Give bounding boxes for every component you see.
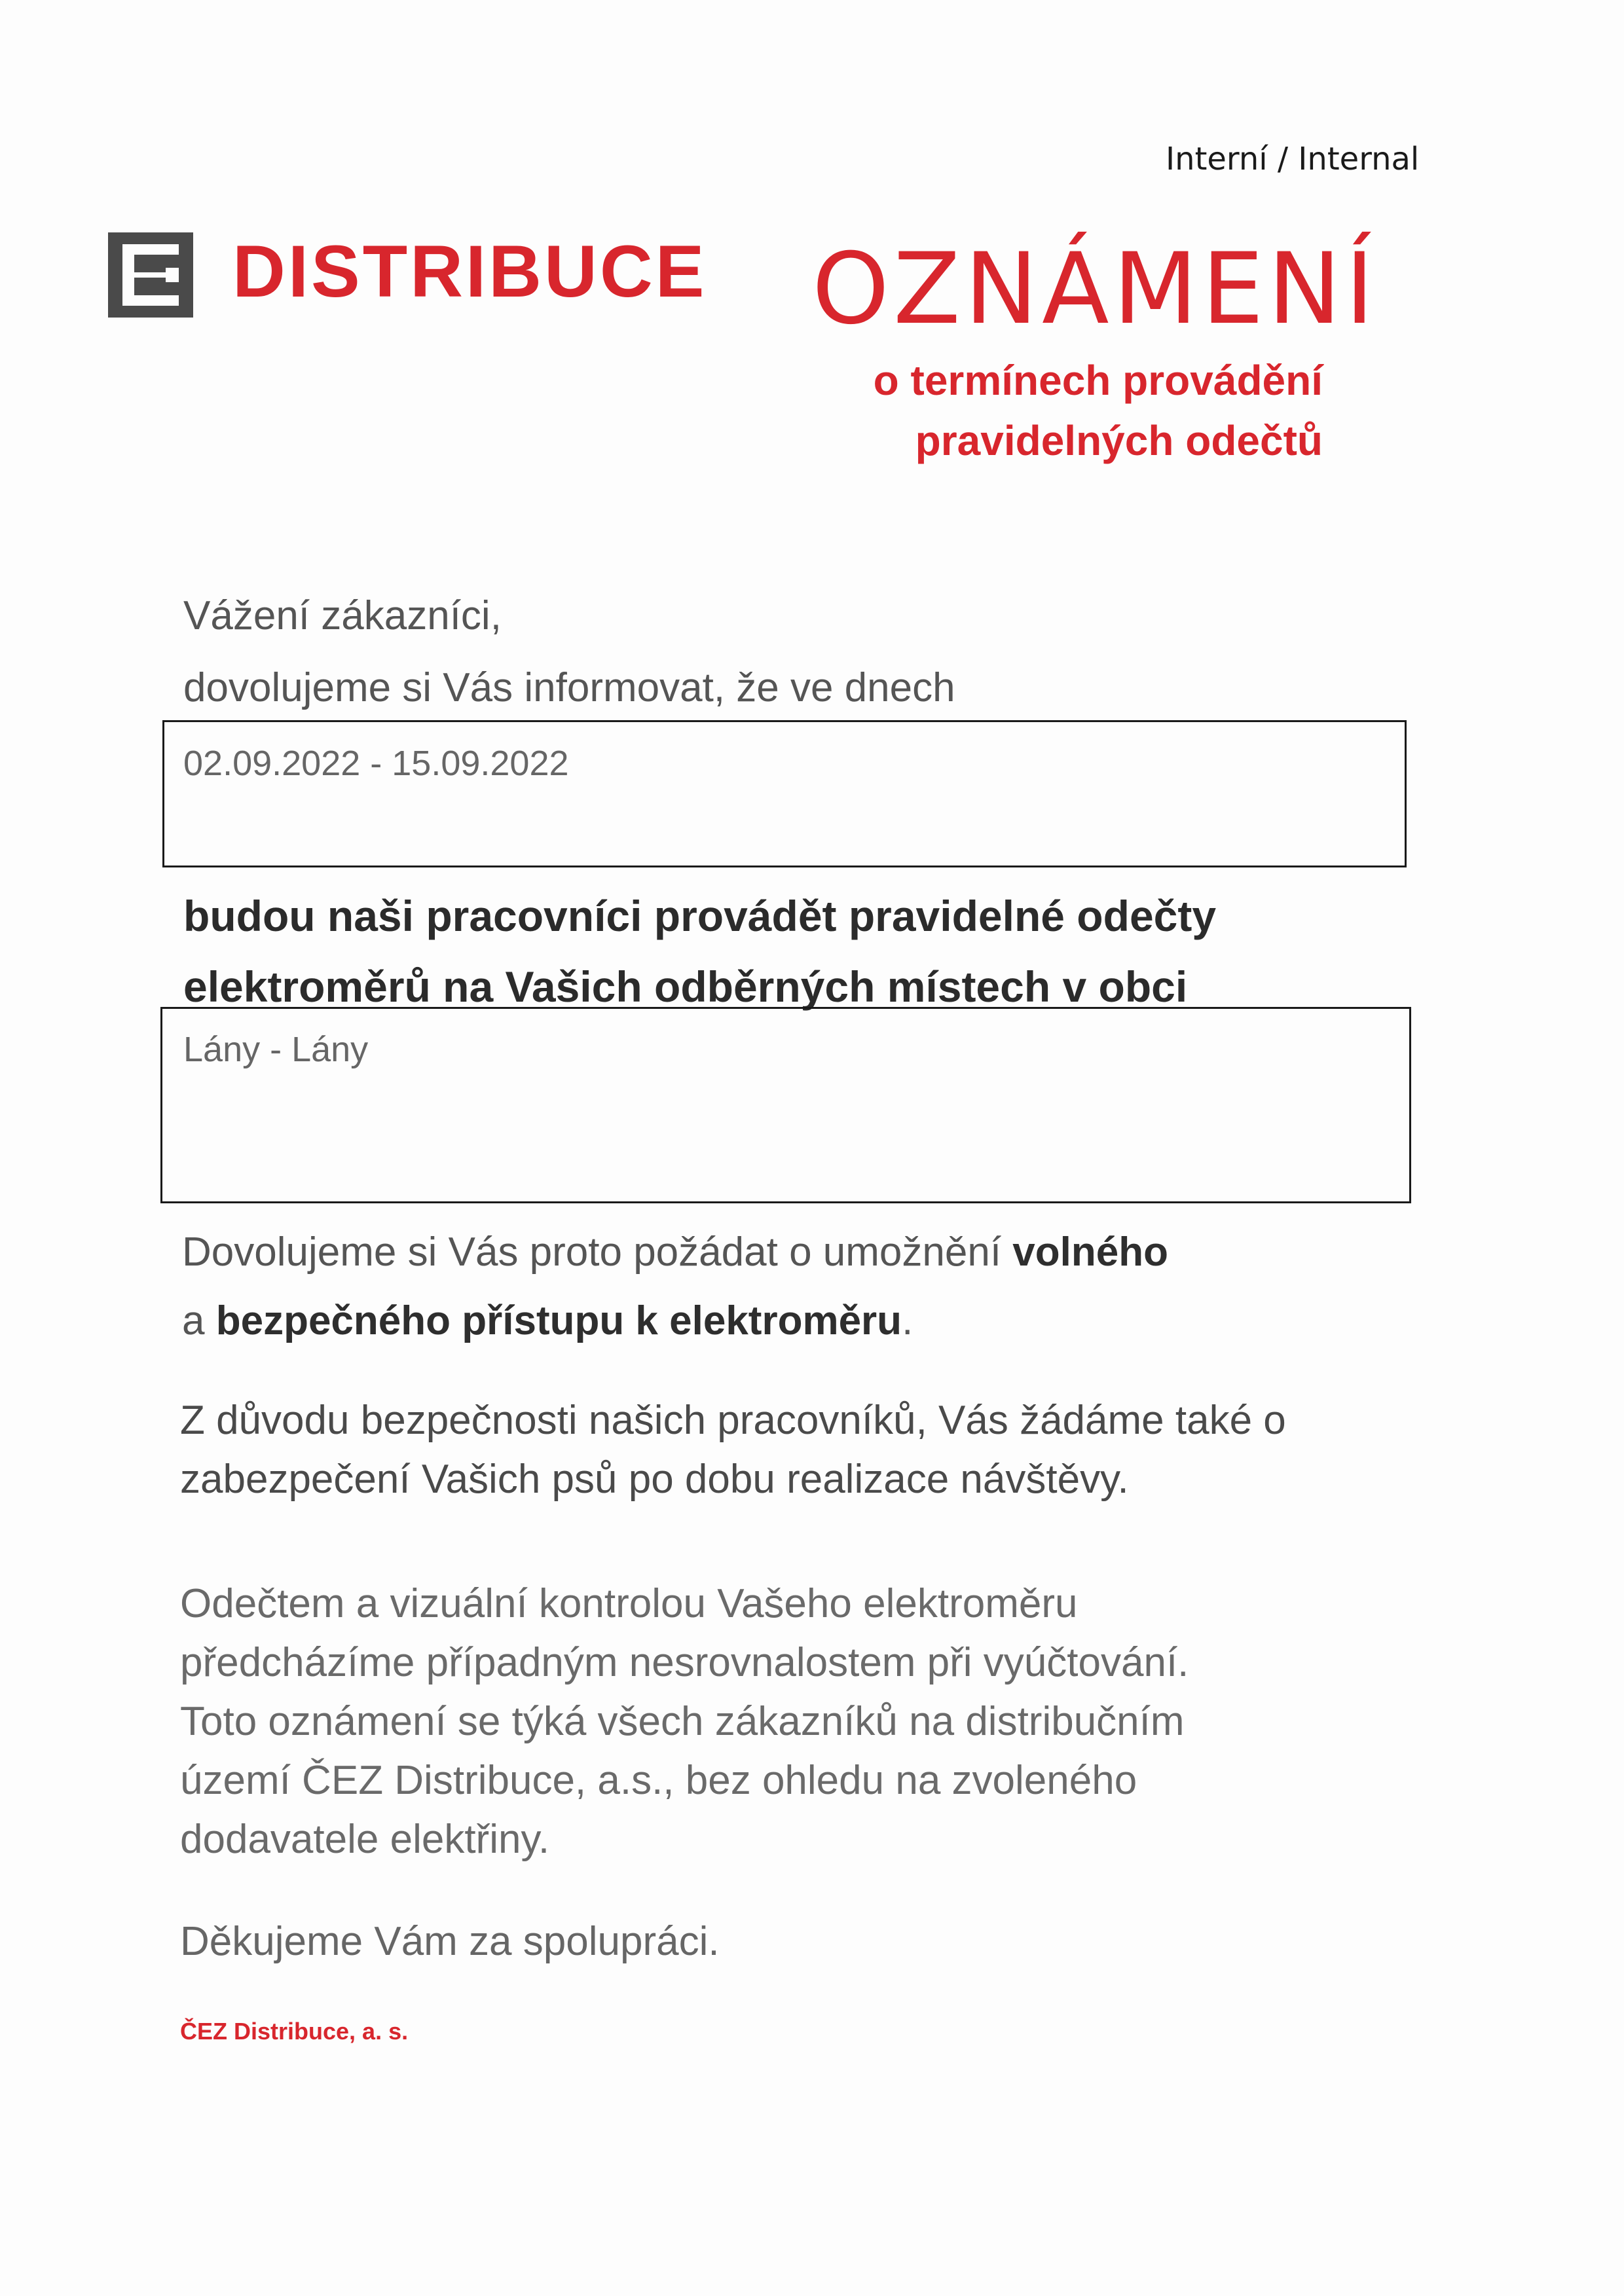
access-line1-text: Dovolujeme si Vás proto požádat o umožnění bbox=[182, 1230, 1013, 1275]
announcement-line: budou naši pracovníci provádět pravidelné odečty bbox=[183, 892, 1217, 940]
safety-line: zabezpečení Vašich psů po dobu realizace návštěvy. bbox=[180, 1457, 1129, 1502]
classification-label: Interní / Internal bbox=[1166, 141, 1420, 177]
access-request bbox=[182, 1218, 1168, 1355]
safety-line: Z důvodu bezpečnosti našich pracovníků, Vás žádáme také o bbox=[180, 1398, 1286, 1443]
access-line2-suffix: . bbox=[902, 1298, 913, 1343]
safety-paragraph bbox=[180, 1391, 1286, 1509]
info-line: Odečtem a vizuální kontrolou Vašeho elektroměru bbox=[180, 1581, 1078, 1626]
signature: ČEZ Distribuce, a. s. bbox=[180, 2018, 409, 2045]
announcement-line: elektroměrů na Vašich odběrných místech v obci bbox=[183, 962, 1188, 1011]
cez-logo-icon bbox=[108, 232, 193, 318]
info-line: Toto oznámení se týká všech zákazníků na distribučním bbox=[180, 1699, 1185, 1744]
access-line2-bold: bezpečného přístupu k elektroměru bbox=[215, 1298, 902, 1343]
access-request-line bbox=[182, 1286, 1168, 1355]
thanks-text: Děkujeme Vám za spolupráci. bbox=[180, 1919, 720, 1964]
access-line2-text: a bbox=[182, 1298, 216, 1343]
intro-text: dovolujeme si Vás informovat, že ve dnech bbox=[183, 665, 955, 710]
date-range-value: 02.09.2022 - 15.09.2022 bbox=[183, 744, 569, 783]
brand-name: DISTRIBUCE bbox=[232, 230, 707, 312]
subtitle-line: o termínech provádění bbox=[873, 357, 1323, 404]
info-line: předcházíme případným nesrovnalostem při vyúčtování. bbox=[180, 1640, 1189, 1685]
info-line: dodavatele elektřiny. bbox=[180, 1817, 550, 1862]
page-subtitle bbox=[812, 350, 1323, 471]
access-request-line bbox=[182, 1218, 1168, 1286]
greeting: Vážení zákazníci, bbox=[183, 593, 502, 638]
announcement bbox=[183, 881, 1216, 1022]
info-line: území ČEZ Distribuce, a.s., bez ohledu na zvoleného bbox=[180, 1758, 1137, 1803]
access-line1-bold: volného bbox=[1012, 1230, 1168, 1275]
date-range-box bbox=[162, 720, 1407, 867]
page-title: OZNÁMENÍ bbox=[812, 232, 1378, 346]
subtitle-line: pravidelných odečtů bbox=[915, 417, 1323, 464]
place-value: Lány - Lány bbox=[183, 1030, 369, 1069]
info-paragraph bbox=[180, 1575, 1189, 1869]
